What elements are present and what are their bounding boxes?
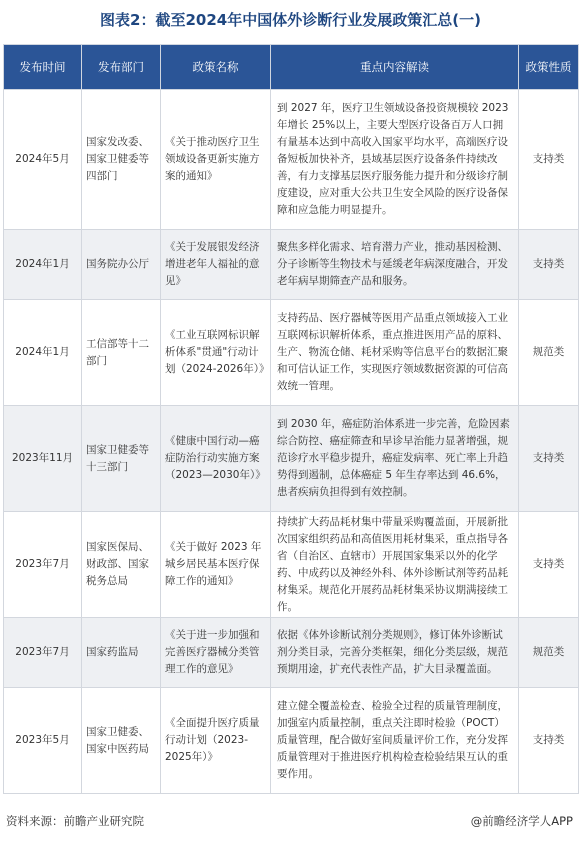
cell-content: 支持药品、医疗器械等医用产品重点领域接入工业互联网标识解析体系，重点推进医用产品的原料、生产、物流仓储、耗材采购等信息平台的数据汇聚和可信认证工作，实现医疗领域数据资源的可信高效统一管理。	[271, 300, 519, 406]
cell-content: 聚焦多样化需求、培育潜力产业，推动基因检测、分子诊断等生物技术与延缓老年病深度融合，开发老年病早期筛查产品和服务。	[271, 230, 519, 300]
table-row	[4, 618, 579, 688]
header-content: 重点内容解读	[271, 45, 519, 90]
cell-dept: 国家发改委、国家卫健委等四部门	[82, 90, 161, 230]
page-title: 图表2：截至2024年中国体外诊断行业发展政策汇总(一)	[100, 11, 481, 29]
policy-table	[3, 44, 579, 794]
cell-date: 2023年5月	[4, 688, 82, 794]
cell-type: 支持类	[519, 512, 579, 618]
cell-dept: 工信部等十二部门	[82, 300, 161, 406]
source-note: 资料来源：前瞻产业研究院	[6, 814, 144, 828]
table-row	[4, 300, 579, 406]
cell-type: 支持类	[519, 688, 579, 794]
table-header-row	[4, 45, 579, 90]
cell-content: 到 2030 年，癌症防治体系进一步完善，危险因素综合防控、癌症筛查和早诊早治能力显著增强，规范诊疗水平稳步提升，癌症发病率、死亡率上升趋势得到遏制，总体癌症 5 年生存率达到 46.6%，患者疾病负担得到有效控制。	[271, 406, 519, 512]
cell-content: 依据《体外诊断试剂分类规则》，修订体外诊断试剂分类目录，完善分类框架，细化分类层级，规范预期用途，扩充代表性产品，扩大目录覆盖面。	[271, 618, 519, 688]
header-type: 政策性质	[519, 45, 579, 90]
table-row	[4, 90, 579, 230]
cell-policy: 《关于发展银发经济增进老年人福祉的意见》	[161, 230, 271, 300]
cell-dept: 国家卫健委等十三部门	[82, 406, 161, 512]
cell-dept: 国家卫健委、国家中医药局	[82, 688, 161, 794]
header-policy: 政策名称	[161, 45, 271, 90]
cell-dept: 国家医保局、财政部、国家税务总局	[82, 512, 161, 618]
cell-dept: 国务院办公厅	[82, 230, 161, 300]
cell-content: 建立健全覆盖检查、检验全过程的质量管理制度，加强室内质量控制，重点关注即时检验（POCT）质量管理，配合做好室间质量评价工作，充分发挥质量管理对于推进医疗机构检查检验结果互认的重要作用。	[271, 688, 519, 794]
header-dept: 发布部门	[82, 45, 161, 90]
brand-credit: @前瞻经济学人APP	[470, 814, 573, 828]
cell-policy: 《全面提升医疗质量行动计划（2023-2025年）》	[161, 688, 271, 794]
table-row	[4, 230, 579, 300]
cell-policy: 《健康中国行动—癌症防治行动实施方案（2023—2030年）》	[161, 406, 271, 512]
cell-type: 支持类	[519, 230, 579, 300]
header-date: 发布时间	[4, 45, 82, 90]
cell-type: 支持类	[519, 90, 579, 230]
cell-content: 到 2027 年，医疗卫生领域设备投资规模较 2023 年增长 25%以上，主要大型医疗设备百万人口拥有量基本达到中高收入国家平均水平，高端医疗设备短板加快补齐，县域基层医疗设备条件持续改善，有力支撑基层医疗服务能力提升和分级诊疗制度建设，应对重大公共卫生安全风险的医疗设备保障和应急能力明显提升。	[271, 90, 519, 230]
cell-policy: 《关于做好 2023 年城乡居民基本医疗保障工作的通知》	[161, 512, 271, 618]
cell-content: 持续扩大药品耗材集中带量采购覆盖面，开展新批次国家组织药品和高值医用耗材集采，重点指导各省（自治区、直辖市）开展国家集采以外的化学药、中成药以及神经外科、体外诊断试剂等药品耗材集采。规范化开展药品耗材集采协议期满接续工作。	[271, 512, 519, 618]
cell-date: 2023年7月	[4, 618, 82, 688]
cell-policy: 《工业互联网标识解析体系"贯通"行动计划（2024-2026年）》	[161, 300, 271, 406]
cell-date: 2024年1月	[4, 230, 82, 300]
cell-date: 2023年11月	[4, 406, 82, 512]
cell-type: 支持类	[519, 406, 579, 512]
cell-policy: 《关于推动医疗卫生领域设备更新实施方案的通知》	[161, 90, 271, 230]
table-row	[4, 406, 579, 512]
cell-type: 规范类	[519, 618, 579, 688]
table-row	[4, 688, 579, 794]
cell-type: 规范类	[519, 300, 579, 406]
cell-date: 2023年7月	[4, 512, 82, 618]
cell-dept: 国家药监局	[82, 618, 161, 688]
cell-date: 2024年1月	[4, 300, 82, 406]
cell-policy: 《关于进一步加强和完善医疗器械分类管理工作的意见》	[161, 618, 271, 688]
table-row	[4, 512, 579, 618]
cell-date: 2024年5月	[4, 90, 82, 230]
